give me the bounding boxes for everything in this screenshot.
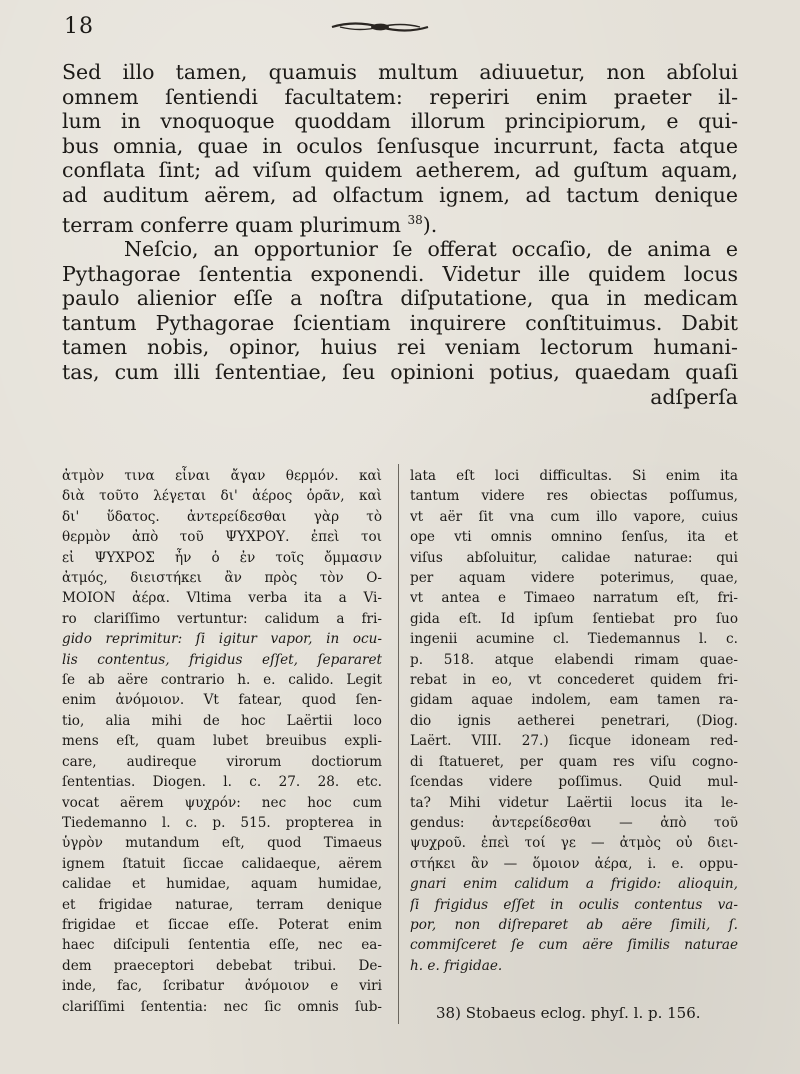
note-line: tantum videre res obiectas poſſumus, — [410, 488, 738, 505]
note-line: lata eſt loci difficultas. Si enim ita — [410, 468, 738, 484]
page-number: 18 — [64, 14, 94, 39]
main-line: adſperſa — [650, 384, 738, 409]
note-line: Laërt. VIII. 27.) ſicque idoneam red- — [410, 733, 738, 750]
note-line: haec diſcipuli ſententia eſſe, nec ea- — [62, 937, 382, 954]
note-line: ingenii acumine cl. Tiedemannus l. c. — [410, 631, 738, 648]
note-line: gido reprimitur: ſi igitur vapor, in ocu- — [62, 631, 382, 648]
note-line: ὑγρὸν mutandum eſt, quod Timaeus — [62, 835, 382, 852]
note-line: ſi frigidus eſſet in oculis contentus va- — [410, 896, 738, 913]
left-note-column — [62, 466, 382, 1017]
note-line: lis contentus, frigidus eſſet, ſepararet — [62, 651, 382, 668]
right-note-column — [410, 466, 738, 976]
note-line: gendus: ἀντερείδεσθαι — ἀπὸ τοῦ — [410, 814, 738, 831]
note-line: per aquam videre poterimus, quae, — [410, 570, 738, 587]
note-line: rebat in eo, vt concederet quidem fri- — [410, 672, 738, 689]
main-line: Sed illo tamen, quamuis multum adiuuetur, non abſolui — [62, 60, 738, 84]
note-line: gida eſt. Id ipſum ſentiebat pro ſuo — [410, 610, 738, 627]
note-line: vt antea e Timaeo narratum eſt, fri- — [410, 590, 738, 607]
note-line: στήκει ἂν — ὅμοιον ἀέρα, i. e. oppu- — [410, 855, 738, 872]
note-line: care, audireque virorum doctiorum — [62, 753, 382, 770]
main-line: omnem ſentiendi facultatem: reperiri enim praeter il- — [62, 84, 738, 109]
note-line: δι' ὕδατος. ἀντερείδεσθαι γὰρ τὸ — [62, 508, 382, 525]
note-line: calidae et humidae, aquam humidae, — [62, 876, 382, 893]
main-line: tas, cum illi ſententiae, ſeu opinioni potius, quaedam quaſi — [62, 359, 738, 384]
note-line: ta? Mihi videtur Laërtii locus ita le- — [410, 794, 738, 811]
note-line: ἀτμὸν τινα εἶναι ἄγαν θερμόν. καὶ — [62, 468, 382, 484]
note-line: tio, alia mihi de hoc Laërtii loco — [62, 712, 382, 729]
note-line: frigidae et ſiccae eſſe. Poterat enim — [62, 916, 382, 933]
note-line: vocat aërem ψυχρόν: nec hoc cum — [62, 794, 382, 811]
main-body-text — [62, 60, 738, 409]
main-line: paulo alienior eſſe a noſtra diſputatione, qua in medicam — [62, 286, 738, 311]
note-line: ſententias. Diogen. l. c. 27. 28. etc. — [62, 774, 382, 791]
note-line: p. 518. atque elabendi rimam quae- — [410, 651, 738, 668]
note-line: clariſſimi ſententia: nec ſic omnis ſub- — [62, 998, 382, 1015]
note-line: et frigidae naturae, terram denique — [62, 896, 382, 913]
note-line: θερμὸν ἀπὸ τοῦ ΨΥΧΡΟΥ. ἐπεὶ τοι — [62, 529, 382, 546]
note-line: vt aër ſit vna cum illo vapore, cuius — [410, 508, 738, 525]
note-line: ſcendas videre poſſimus. Quid mul- — [410, 774, 738, 791]
main-line: terram conferre quam plurimum $^{38}$). — [62, 212, 438, 237]
note-line: inde, fac, ſcribatur ἀνόμοιον e viri — [62, 978, 382, 995]
note-line: commiſceret ſe cum aëre ſimilis naturae — [410, 937, 738, 954]
column-divider — [398, 464, 399, 1024]
note-line: ſe ab aëre contrario h. e. calido. Legit — [62, 672, 382, 689]
note-line: Tiedemanno l. c. p. 515. propterea in — [62, 814, 382, 831]
footnote: 38) Stobaeus eclog. phyſ. l. p. 156. — [436, 1004, 701, 1022]
note-line: διὰ τοῦτο λέγεται δι' ἀέρος ὁρᾶν, καὶ — [62, 488, 382, 505]
main-line: lum in vnoquoque quoddam illorum principiorum, e qui- — [62, 109, 738, 134]
main-line: tamen nobis, opinor, huius rei veniam lectorum humani- — [62, 335, 738, 360]
main-line: conflata ſint; ad viſum quidem aetherem, ad guſtum aquam, — [62, 158, 738, 183]
note-line: h. e. frigidae. — [410, 957, 503, 974]
main-line: Pythagorae ſententia exponendi. Videtur ille quidem locus — [62, 261, 738, 286]
main-line-text: terram conferre quam plurimum — [62, 212, 401, 237]
main-line: Neſcio, an opportunior ſe offerat occaſio, de anima e — [124, 236, 738, 261]
footnote-reference: 38 — [407, 212, 423, 227]
header-ornament — [330, 18, 430, 36]
note-line: ope vti omnis omnino ſenſus, ita et — [410, 529, 738, 546]
note-line: mens eſt, quam lubet breuibus expli- — [62, 733, 382, 750]
note-line: enim ἀνόμοιον. Vt fatear, quod ſen- — [62, 692, 382, 709]
note-line: ignem ſtatuit ſiccae calidaeque, aërem — [62, 855, 382, 872]
main-line: tantum Pythagorae ſcientiam inquirere conſtituimus. Dabit — [62, 310, 738, 335]
note-line: ψυχροῦ. ἐπεὶ τοί γε — ἀτμὸς οὐ διει- — [410, 835, 738, 852]
note-line: di ſtatueret, per quam res viſu cogno- — [410, 753, 738, 770]
note-line: por, non diſreparet ab aëre ſimili, ſ. — [410, 916, 738, 933]
main-line: bus omnia, quae in oculos ſenſusque incurrunt, facta atque — [62, 133, 738, 158]
note-line: ΜΟΙΟΝ ἀέρα. Vltima verba ita a Vi- — [62, 590, 382, 607]
note-line: εἰ ΨΥΧΡΟΣ ἦν ὁ ἐν τοῖς ὄμμασιν — [62, 549, 382, 566]
note-line: viſus abſoluitur, calidae naturae: qui — [410, 549, 738, 566]
note-line: dio ignis aetherei penetrari, (Diog. — [410, 712, 738, 729]
main-line: ad auditum aërem, ad olfactum ignem, ad tactum denique — [62, 182, 738, 207]
note-line: gidam aquae indolem, eam tamen ra- — [410, 692, 738, 709]
note-line: ro clariſſimo vertuntur: calidum a fri- — [62, 610, 382, 627]
note-line: ἀτμός, διειστήκει ἂν πρὸς τὸν Ο- — [62, 570, 382, 587]
note-line: gnari enim calidum a frigido: alioquin, — [410, 876, 738, 893]
note-line: dem praeceptori debebat tribui. De- — [62, 957, 382, 974]
